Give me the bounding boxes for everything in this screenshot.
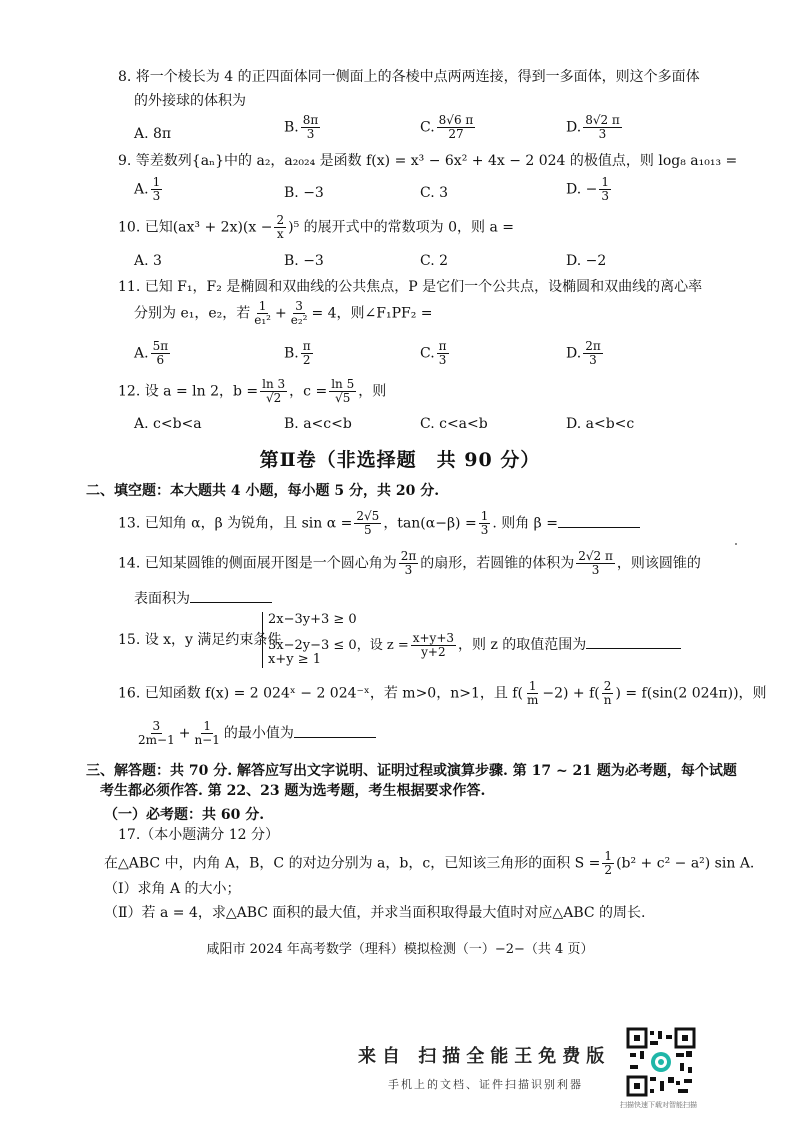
q9-option-a: A. $\frac{1}{3}$ — [134, 175, 161, 203]
scanner-watermark-title: 来自 扫描全能王免费版 — [358, 1046, 611, 1067]
part3-required: （一）必考题：共 60 分. — [104, 807, 265, 823]
q8-option-d: D. $\frac{8√2 \pi}{3}$ — [566, 113, 620, 141]
q17-part-i: （Ⅰ）求角 A 的大小； — [104, 881, 241, 897]
q13-line: 13. 已知角 α，β 为锐角，且 sin α = $\frac{2√5}{5}$ ，tan(α−β) = $\frac{1}{3}$ . 则角 β = — [118, 510, 640, 537]
q12-line: 12. 设 a = ln 2，b = $\frac{\ln 3}{√2}$ ，c = $\frac{\ln 5}{√5}$ ，则 — [118, 377, 387, 405]
q11-option-b: B. $\frac{\pi}{2}$ — [284, 339, 311, 367]
part3-header-1: 三、解答题：共 70 分. 解答应写出文字说明、证明过程或演算步骤. 第 17 ~ 21 题为必考题，每个试题 — [86, 763, 737, 779]
q16-line1: 16. 已知函数 f(x) = 2 024ˣ − 2 024⁻ˣ，若 m>0，n>1，且 f( $\frac{1}{m}$ −2) + f( $\frac{2}{n}$ ) = f(sin(2 024π))，则 — [118, 679, 767, 707]
q17-title: 17.（本小题满分 12 分） — [118, 827, 279, 843]
q12-option-b: B. a<c<b — [284, 416, 352, 432]
scan-speck — [735, 543, 737, 545]
q8-option-a: A. 8π — [134, 126, 172, 142]
section-title: 第Ⅱ卷（非选择题 共 90 分） — [259, 449, 541, 471]
q16-answer-blank[interactable] — [294, 723, 376, 738]
q8-option-b: B. $\frac{8\pi}{3}$ — [284, 113, 319, 141]
q10-option-d: D. −2 — [566, 253, 607, 269]
part2-header: 二、填空题：本大题共 4 小题，每小题 5 分，共 20 分. — [86, 483, 440, 499]
q8-line1: 8. 将一个棱长为 4 的正四面体同一侧面上的各棱中点两两连接，得到一多面体，则这个多面体 — [118, 69, 700, 85]
q12-option-d: D. a<b<c — [566, 416, 635, 432]
qr-code-icon[interactable] — [626, 1027, 696, 1097]
q10-option-a: A. 3 — [134, 253, 162, 269]
q12-option-c: C. c<a<b — [420, 416, 488, 432]
q13-answer-blank[interactable] — [558, 513, 640, 528]
q14-line1: 14. 已知某圆锥的侧面展开图是一个圆心角为 $\frac{2\pi}{3}$ 的扇形，若圆锥的体积为 $\frac{2√2 \pi}{3}$ ，则该圆锥的 — [118, 549, 701, 577]
q11-line2: 分别为 e₁，e₂，若 $\frac{1}{\text{e₁²}}$ + $\frac{3}{\text{e₂²}}$ = 4，则∠F₁PF₂ = — [134, 299, 433, 327]
q14-answer-blank[interactable] — [190, 588, 272, 603]
q11-option-a: A. $\frac{5\pi}{6}$ — [134, 339, 169, 367]
q17-line: 在△ABC 中，内角 A，B，C 的对边分别为 a，b，c，已知该三角形的面积 S = $\frac{1}{2}$ (b² + c² − a²) sin A. — [104, 849, 755, 877]
q10-line: 10. 已知(ax³ + 2x)(x − $\frac{2}{x}$ )⁵ 的展开式中的常数项为 0，则 a = — [118, 213, 514, 241]
q10-option-c: C. 2 — [420, 253, 449, 269]
page-footer: 咸阳市 2024 年高考数学（理科）模拟检测（一）−2−（共 4 页） — [206, 942, 594, 957]
q15-constraint-1: 2x−3y+3 ≥ 0 — [268, 612, 357, 627]
q15-constraint-3: x+y ≥ 1 — [268, 652, 321, 667]
q11-line1: 11. 已知 F₁，F₂ 是椭圆和双曲线的公共焦点，P 是它们一个公共点，设椭圆和双曲线的离心率 — [118, 279, 703, 295]
q8-option-c: C. $\frac{8√6 \pi}{27}$ — [420, 113, 474, 141]
q9-option-c: C. 3 — [420, 185, 449, 201]
q9-line: 9. 等差数列{aₙ}中的 a₂，a₂₀₂₄ 是函数 f(x) = x³ − 6x² + 4x − 2 024 的极值点，则 log₈ a₁₀₁₃ = — [118, 153, 738, 169]
q15-constraint-2: 3x−2y−3 ≤ 0，设 z = $\frac{x+y+3}{y+2}$ ，则 z 的取值范围为 — [268, 632, 681, 659]
q12-option-a: A. c<b<a — [134, 416, 202, 432]
q17-part-ii: （Ⅱ）若 a = 4，求△ABC 面积的最大值，并求当面积取得最大值时对应△ABC 的周长. — [104, 905, 646, 921]
q16-line2: $\frac{3}{2m-1}$ + $\frac{1}{n-1}$ 的最小值为 — [134, 720, 376, 747]
q11-option-d: D. $\frac{2\pi}{3}$ — [566, 339, 601, 367]
q9-option-b: B. −3 — [284, 185, 324, 201]
q8-line2: 的外接球的体积为 — [134, 93, 246, 109]
q9-option-d: D. − $\frac{1}{3}$ — [566, 175, 609, 203]
q15-prefix: 15. 设 x，y 满足约束条件 — [118, 632, 282, 648]
scanner-watermark-subtitle: 手机上的文档、证件扫描识别利器 — [388, 1078, 583, 1091]
part3-header-2: 考生都必须作答. 第 22、23 题为选考题，考生根据要求作答. — [100, 783, 486, 799]
q11-option-c: C. $\frac{\pi}{3}$ — [420, 339, 447, 367]
scanner-watermark-caption: 扫描快速下载对智能扫描 — [620, 1101, 697, 1109]
q14-line2: 表面积为 — [134, 588, 272, 608]
q15-answer-blank[interactable] — [586, 634, 681, 649]
q10-option-b: B. −3 — [284, 253, 324, 269]
